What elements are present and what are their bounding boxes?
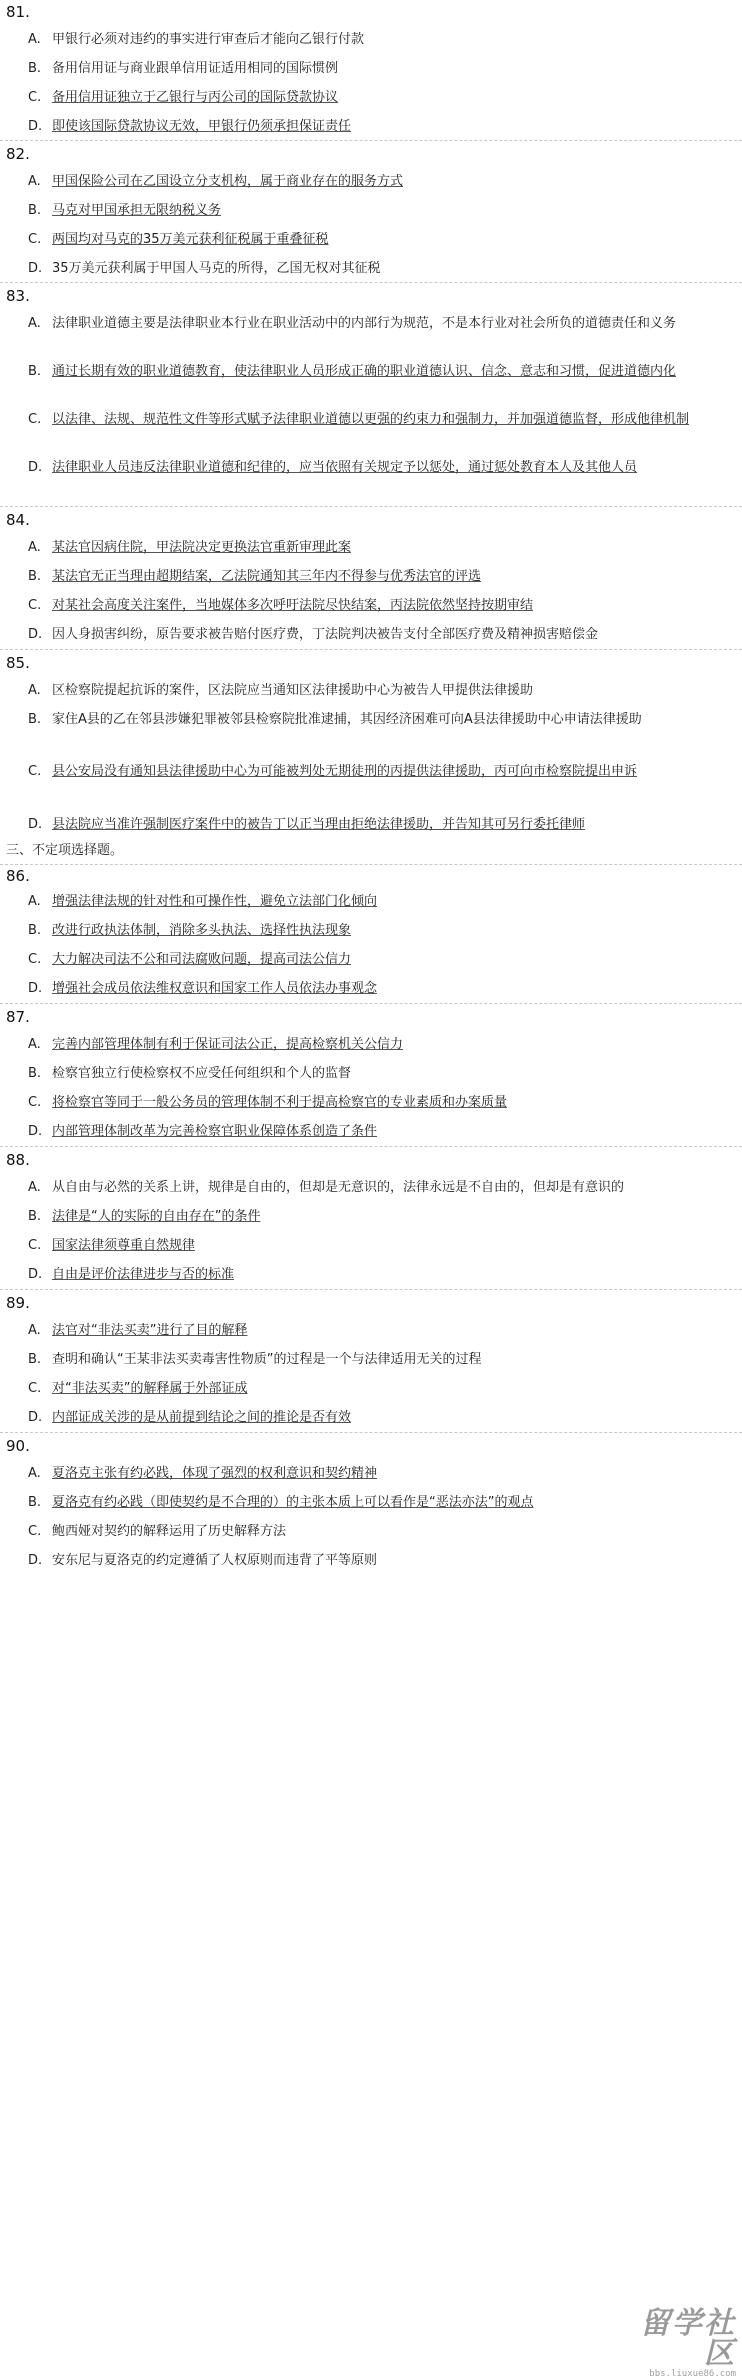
option-c	[28, 594, 704, 618]
option-text: 某法官无正当理由超期结案，乙法院通知其三年内不得参与优秀法官的评选	[52, 569, 482, 584]
option-letter: A.	[28, 1180, 41, 1195]
option-letter: A.	[28, 1037, 41, 1052]
option-text: 夏洛克主张有约必践，体现了强烈的权利意识和契约精神	[52, 1466, 378, 1481]
question-number: 88.	[6, 1151, 30, 1169]
question-number: 81.	[6, 3, 30, 21]
option-text: 法律是“人的实际的自由存在”的条件	[52, 1209, 261, 1224]
option-letter: A.	[28, 540, 41, 555]
option-letter: D.	[28, 261, 43, 276]
divider	[0, 1289, 742, 1290]
option-text: 法律职业道德主要是法律职业本行业在职业活动中的内部行为规范，不是本行业对社会所负的道德责任和义务	[52, 316, 677, 331]
question-number: 83.	[6, 287, 30, 305]
option-c	[28, 1234, 704, 1258]
option-text: 安东尼与夏洛克的约定遵循了人权原则而违背了平等原则	[52, 1553, 378, 1568]
divider	[0, 1146, 742, 1147]
option-text: 将检察官等同于一般公务员的管理体制不利于提高检察官的专业素质和办案质量	[52, 1095, 508, 1110]
option-d	[28, 1549, 704, 1573]
option-letter: B.	[28, 1066, 42, 1081]
option-text: 两国均对马克的35万美元获利征税属于重叠征税	[52, 232, 329, 247]
option-text: 夏洛克有约必践（即使契约是不合理的）的主张本质上可以看作是“恶法亦法”的观点	[52, 1495, 534, 1510]
option-text: 县法院应当准许强制医疗案件中的被告丁以正当理由拒绝法律援助，并告知其可另行委托律师	[52, 817, 586, 832]
option-a	[28, 890, 704, 914]
option-text: 自由是评价法律进步与否的标准	[52, 1267, 235, 1282]
option-letter: C.	[28, 764, 42, 779]
option-a	[28, 312, 704, 336]
option-text: 通过长期有效的职业道德教育，使法律职业人员形成正确的职业道德认识、信念、意志和习惯，促进道德内化	[52, 364, 677, 379]
option-letter: D.	[28, 817, 43, 832]
divider	[0, 282, 742, 283]
option-b	[28, 565, 704, 589]
option-letter: B.	[28, 203, 42, 218]
watermark-logo: 留学社区	[640, 2306, 736, 2371]
option-text: 即使该国际贷款协议无效，甲银行仍须承担保证责任	[52, 119, 352, 134]
divider	[0, 1432, 742, 1433]
option-d	[28, 813, 704, 837]
option-letter: B.	[28, 569, 42, 584]
option-d	[28, 1263, 704, 1287]
option-b	[28, 1348, 704, 1372]
option-text: 区检察院提起抗诉的案件，区法院应当通知区法律援助中心为被告人甲提供法律援助	[52, 683, 534, 698]
option-a	[28, 1176, 704, 1200]
divider	[0, 1003, 742, 1004]
divider	[0, 649, 742, 650]
section-heading: 三、不定项选择题。	[6, 843, 124, 858]
option-letter: C.	[28, 1095, 42, 1110]
question-number: 90.	[6, 1437, 30, 1455]
option-b	[28, 360, 704, 384]
option-text: 法官对“非法买卖”进行了目的解释	[52, 1323, 248, 1338]
option-b	[28, 1062, 704, 1086]
question-number: 89.	[6, 1294, 30, 1312]
option-letter: A.	[28, 174, 41, 189]
option-text: 对“非法买卖”的解释属于外部证成	[52, 1381, 248, 1396]
option-text: 国家法律须尊重自然规律	[52, 1238, 196, 1253]
watermark-url: bbs.liuxue86.com	[649, 2369, 736, 2379]
option-c	[28, 408, 704, 432]
option-text: 某法官因病住院，甲法院决定更换法官重新审理此案	[52, 540, 352, 555]
option-b	[28, 199, 704, 223]
site-watermark	[616, 2306, 736, 2379]
option-text: 马克对甲国承担无限纳税义务	[52, 203, 222, 218]
option-b	[28, 1205, 704, 1229]
question-number: 82.	[6, 145, 30, 163]
option-letter: A.	[28, 1323, 41, 1338]
option-letter: C.	[28, 412, 42, 427]
option-text: 以法律、法规、规范性文件等形式赋予法律职业道德以更强的约束力和强制力，并加强道德监督，形成他律机制	[52, 412, 690, 427]
option-text: 甲银行必须对违约的事实进行审查后才能向乙银行付款	[52, 32, 365, 47]
option-c	[28, 1377, 704, 1401]
option-letter: B.	[28, 1209, 42, 1224]
option-a	[28, 536, 704, 560]
option-letter: A.	[28, 316, 41, 331]
option-d	[28, 115, 704, 139]
option-c	[28, 948, 704, 972]
question-number: 87.	[6, 1008, 30, 1026]
option-text: 从自由与必然的关系上讲，规律是自由的，但却是无意识的，法律永远是不自由的，但却是有意识的	[52, 1180, 625, 1195]
option-text: 县公安局没有通知县法律援助中心为可能被判处无期徒刑的丙提供法律援助，丙可向市检察院提出申诉	[52, 764, 638, 779]
option-a	[28, 1462, 704, 1486]
option-c	[28, 1520, 704, 1544]
option-letter: B.	[28, 712, 42, 727]
option-letter: D.	[28, 460, 43, 475]
option-text: 完善内部管理体制有利于保证司法公正，提高检察机关公信力	[52, 1037, 404, 1052]
option-letter: A.	[28, 683, 41, 698]
option-a	[28, 28, 704, 52]
option-text: 检察官独立行使检察权不应受任何组织和个人的监督	[52, 1066, 352, 1081]
option-letter: D.	[28, 1124, 43, 1139]
divider	[0, 140, 742, 141]
option-text: 甲国保险公司在乙国设立分支机构，属于商业存在的服务方式	[52, 174, 404, 189]
option-letter: C.	[28, 1381, 42, 1396]
option-letter: C.	[28, 952, 42, 967]
option-c	[28, 760, 704, 784]
option-text: 内部管理体制改革为完善检察官职业保障体系创造了条件	[52, 1124, 378, 1139]
option-a	[28, 1033, 704, 1057]
option-c	[28, 86, 704, 110]
option-letter: C.	[28, 598, 42, 613]
option-b	[28, 57, 704, 81]
option-b	[28, 919, 704, 943]
option-text: 改进行政执法体制，消除多头执法、选择性执法现象	[52, 923, 352, 938]
option-text: 鲍西娅对契约的解释运用了历史解释方法	[52, 1524, 287, 1539]
option-letter: C.	[28, 1238, 42, 1253]
option-letter: D.	[28, 981, 43, 996]
question-number: 86.	[6, 867, 30, 885]
option-letter: A.	[28, 894, 41, 909]
option-text: 备用信用证与商业跟单信用证适用相同的国际惯例	[52, 61, 339, 76]
option-d	[28, 977, 704, 1001]
option-letter: B.	[28, 364, 42, 379]
divider	[0, 506, 742, 507]
option-text: 内部证成关涉的是从前提到结论之间的推论是否有效	[52, 1410, 352, 1425]
divider	[0, 864, 742, 865]
option-c	[28, 228, 704, 252]
option-b	[28, 1491, 704, 1515]
option-c	[28, 1091, 704, 1115]
option-d	[28, 257, 704, 281]
question-number: 84.	[6, 511, 30, 529]
option-letter: B.	[28, 1495, 42, 1510]
option-b	[28, 708, 704, 732]
option-text: 因人身损害纠纷，原告要求被告赔付医疗费，丁法院判决被告支付全部医疗费及精神损害赔偿金	[52, 627, 599, 642]
option-letter: C.	[28, 90, 42, 105]
option-text: 家住A县的乙在邻县涉嫌犯罪被邻县检察院批准逮捕，其因经济困难可向A县法律援助中心申请法律援助	[52, 712, 642, 727]
option-letter: C.	[28, 232, 42, 247]
option-text: 对某社会高度关注案件，当地媒体多次呼吁法院尽快结案，丙法院依然坚持按期审结	[52, 598, 534, 613]
option-letter: B.	[28, 923, 42, 938]
option-text: 35万美元获利属于甲国人马克的所得，乙国无权对其征税	[52, 261, 381, 276]
question-number: 85.	[6, 654, 30, 672]
option-letter: D.	[28, 1267, 43, 1282]
option-a	[28, 679, 704, 703]
option-letter: C.	[28, 1524, 42, 1539]
option-text: 增强法律法规的针对性和可操作性，避免立法部门化倾向	[52, 894, 378, 909]
option-text: 查明和确认“王某非法买卖毒害性物质”的过程是一个与法律适用无关的过程	[52, 1352, 482, 1367]
option-letter: A.	[28, 1466, 41, 1481]
option-text: 备用信用证独立于乙银行与丙公司的国际贷款协议	[52, 90, 339, 105]
option-d	[28, 1120, 704, 1144]
option-text: 增强社会成员依法维权意识和国家工作人员依法办事观念	[52, 981, 378, 996]
option-d	[28, 1406, 704, 1430]
option-d	[28, 456, 704, 480]
option-letter: B.	[28, 1352, 42, 1367]
option-letter: D.	[28, 1410, 43, 1425]
option-a	[28, 1319, 704, 1343]
option-letter: D.	[28, 627, 43, 642]
option-a	[28, 170, 704, 194]
option-text: 大力解决司法不公和司法腐败问题，提高司法公信力	[52, 952, 352, 967]
option-letter: D.	[28, 1553, 43, 1568]
option-letter: A.	[28, 32, 41, 47]
option-letter: D.	[28, 119, 43, 134]
option-letter: B.	[28, 61, 42, 76]
option-d	[28, 623, 704, 647]
option-text: 法律职业人员违反法律职业道德和纪律的，应当依照有关规定予以惩处，通过惩处教育本人及其他人员	[52, 460, 638, 475]
